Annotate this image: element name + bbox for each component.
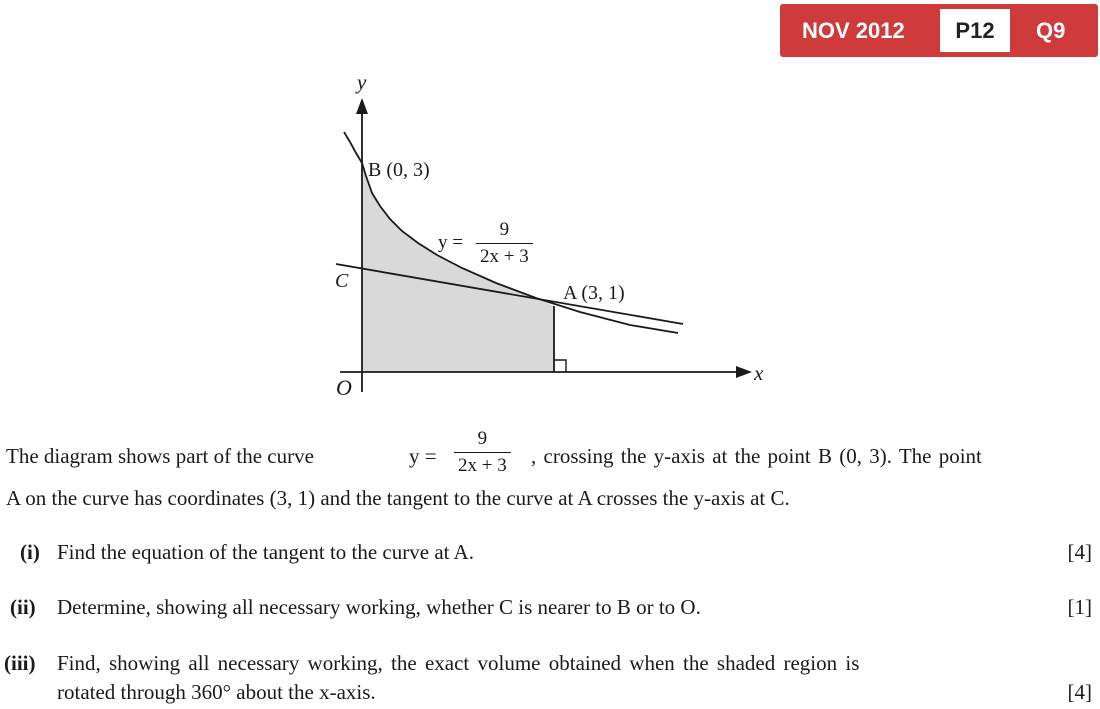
part-iii-marks: [4] bbox=[1067, 680, 1092, 704]
right-angle-marker bbox=[554, 360, 566, 372]
intro-y-equals: y = bbox=[409, 444, 437, 468]
paper-number: P12 bbox=[940, 9, 1010, 52]
point-c-label: C bbox=[335, 270, 349, 292]
x-axis-label: x bbox=[754, 361, 764, 385]
intro-line-1-start: The diagram shows part of the curve bbox=[6, 444, 314, 468]
curve-equation-denominator: 2x + 3 bbox=[476, 243, 533, 268]
part-ii-text: Determine, showing all necessary working, whether C is nearer to B or to O. bbox=[57, 595, 701, 619]
part-iii-text: Find, showing all necessary working, the exact volume obtained when the shaded region is bbox=[57, 651, 860, 675]
intro-fraction-numerator: 9 bbox=[477, 428, 488, 449]
curve-equation-fraction bbox=[476, 219, 533, 268]
point-a-label: A (3, 1) bbox=[563, 282, 625, 304]
intro-line-1-end: , crossing the y-axis at the point B (0, 3). The point bbox=[531, 444, 982, 468]
exam-session: NOV 2012 bbox=[802, 18, 905, 43]
origin-label: O bbox=[336, 375, 352, 400]
intro-line-2: A on the curve has coordinates (3, 1) and the tangent to the curve at A crosses the y-axis at C. bbox=[6, 486, 790, 510]
point-b-label: B (0, 3) bbox=[368, 159, 430, 181]
part-i-label: (i) bbox=[20, 540, 40, 564]
question-number: Q9 bbox=[1036, 18, 1066, 43]
intro-fraction-denominator: 2x + 3 bbox=[454, 452, 511, 477]
curve-equation-numerator: 9 bbox=[499, 219, 510, 240]
part-i-text: Find the equation of the tangent to the curve at A. bbox=[57, 540, 474, 564]
y-axis-label: y bbox=[357, 70, 367, 94]
part-iii-label: (iii) bbox=[4, 651, 36, 675]
part-i-marks: [4] bbox=[1067, 540, 1092, 564]
y-axis-arrow-icon bbox=[356, 98, 368, 114]
curve-equation-lhs: y = bbox=[438, 232, 463, 253]
part-ii-label: (ii) bbox=[10, 595, 36, 619]
x-axis-arrow-icon bbox=[736, 366, 752, 378]
intro-fraction bbox=[454, 428, 511, 477]
part-ii-marks: [1] bbox=[1067, 595, 1092, 619]
part-iii-text-line-2: rotated through 360° about the x-axis. bbox=[57, 680, 376, 704]
